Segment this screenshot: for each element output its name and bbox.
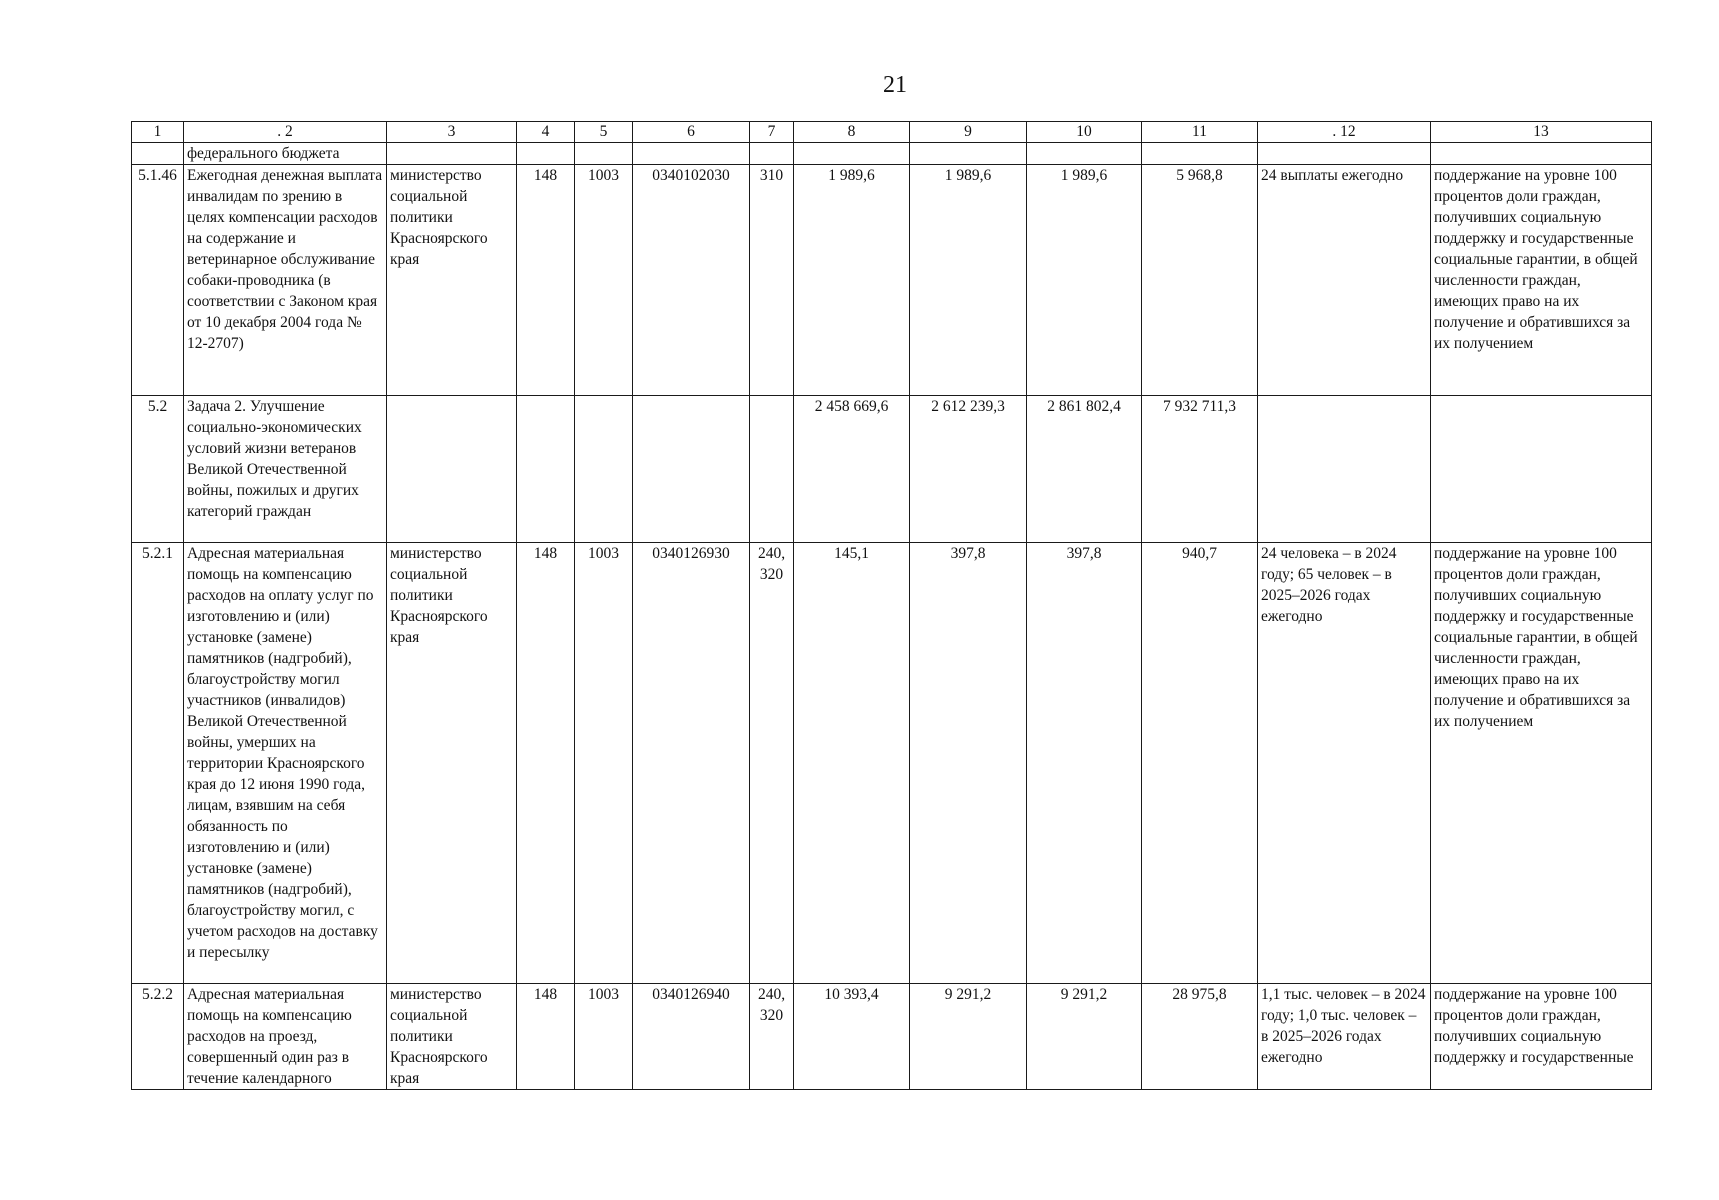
cell-c5: 1003	[575, 165, 633, 396]
cell-c13	[1431, 396, 1652, 543]
cell-c4	[517, 396, 575, 543]
cell-c6: 0340126940	[633, 984, 750, 1090]
cell-c6: 0340126930	[633, 543, 750, 984]
column-header-3: 3	[387, 122, 517, 143]
cell-c7	[750, 396, 794, 543]
cell-c10: 2 861 802,4	[1027, 396, 1142, 543]
cell-c4: 148	[517, 984, 575, 1090]
cell-c7: 310	[750, 165, 794, 396]
column-header-4: 4	[517, 122, 575, 143]
column-header-1: 1	[132, 122, 184, 143]
cell-c13: поддержание на уровне 100 процентов доли граждан, получивших социальную поддержку и государственные социальные гарантии, в общей численности граждан, имеющих право на их получение и обратившихся за их получением	[1431, 165, 1652, 396]
cell-c12: 24 человека – в 2024 году; 65 человек – в 2025–2026 годах ежегодно	[1258, 543, 1431, 984]
header-row	[132, 122, 1652, 143]
cell-name: Адресная материальная помощь на компенсацию расходов на оплату услуг по изготовлению и (или) установке (замене) памятников (надгробий), благоустройству могил участников (инвалидов) Великой Отечественной войны, умерших на территории Красноярского края до 12 июня 1990 года, лицам, взявшим на себя обязанность по изготовлению и (или) установке (замене) памятников (надгробий), благоустройству могил, с учетом расходов на доставку и пересылку	[184, 543, 387, 984]
cell-c13: поддержание на уровне 100 процентов доли граждан, получивших социальную поддержку и государственные	[1431, 984, 1652, 1090]
cell-executor	[387, 396, 517, 543]
cell-c9	[910, 143, 1027, 165]
cell-c8: 1 989,6	[794, 165, 910, 396]
cell-num	[132, 143, 184, 165]
column-header-7: 7	[750, 122, 794, 143]
cell-c11	[1142, 143, 1258, 165]
cell-c10: 397,8	[1027, 543, 1142, 984]
cell-c12: 1,1 тыс. человек – в 2024 году; 1,0 тыс. человек – в 2025–2026 годах ежегодно	[1258, 984, 1431, 1090]
cell-c8	[794, 143, 910, 165]
cell-c4: 148	[517, 543, 575, 984]
cell-c8: 145,1	[794, 543, 910, 984]
cell-executor: министерство социальной политики Красноярского края	[387, 543, 517, 984]
cell-c9: 1 989,6	[910, 165, 1027, 396]
column-header-5: 5	[575, 122, 633, 143]
program-activities-table	[131, 121, 1652, 1090]
cell-num: 5.2.2	[132, 984, 184, 1090]
cell-c11: 7 932 711,3	[1142, 396, 1258, 543]
cell-c12	[1258, 143, 1431, 165]
cell-c13: поддержание на уровне 100 процентов доли граждан, получивших социальную поддержку и государственные социальные гарантии, в общей численности граждан, имеющих право на их получение и обратившихся за их получением	[1431, 543, 1652, 984]
cell-c5	[575, 396, 633, 543]
table-row	[132, 165, 1652, 396]
cell-name: Ежегодная денежная выплата инвалидам по зрению в целях компенсации расходов на содержание и ветеринарное обслуживание собаки-проводника (в соответствии с Законом края от 10 декабря 2004 года № 12-2707)	[184, 165, 387, 396]
page-number: 21	[883, 72, 907, 98]
cell-name: федерального бюджета	[184, 143, 387, 165]
table-row	[132, 396, 1652, 543]
cell-c6	[633, 396, 750, 543]
cell-c4	[517, 143, 575, 165]
cell-c6: 0340102030	[633, 165, 750, 396]
cell-c7: 240, 320	[750, 543, 794, 984]
cell-c5	[575, 143, 633, 165]
cell-executor: министерство социальной политики Красноярского края	[387, 984, 517, 1090]
cell-c11: 940,7	[1142, 543, 1258, 984]
table-row-continuation	[132, 143, 1652, 165]
column-header-8: 8	[794, 122, 910, 143]
cell-c5: 1003	[575, 984, 633, 1090]
cell-c5: 1003	[575, 543, 633, 984]
cell-c12: 24 выплаты ежегодно	[1258, 165, 1431, 396]
cell-c9: 2 612 239,3	[910, 396, 1027, 543]
cell-executor	[387, 143, 517, 165]
cell-num: 5.2.1	[132, 543, 184, 984]
cell-c7	[750, 143, 794, 165]
cell-c10	[1027, 143, 1142, 165]
cell-c10: 1 989,6	[1027, 165, 1142, 396]
cell-c8: 10 393,4	[794, 984, 910, 1090]
column-header-2: . 2	[184, 122, 387, 143]
column-header-13: 13	[1431, 122, 1652, 143]
column-header-9: 9	[910, 122, 1027, 143]
cell-c6	[633, 143, 750, 165]
column-header-6: 6	[633, 122, 750, 143]
cell-c7: 240, 320	[750, 984, 794, 1090]
cell-num: 5.2	[132, 396, 184, 543]
cell-c11: 5 968,8	[1142, 165, 1258, 396]
cell-num: 5.1.46	[132, 165, 184, 396]
cell-c13	[1431, 143, 1652, 165]
cell-c10: 9 291,2	[1027, 984, 1142, 1090]
cell-c12	[1258, 396, 1431, 543]
cell-c8: 2 458 669,6	[794, 396, 910, 543]
cell-c11: 28 975,8	[1142, 984, 1258, 1090]
cell-name: Адресная материальная помощь на компенсацию расходов на проезд, совершенный один раз в течение календарного	[184, 984, 387, 1090]
cell-c9: 397,8	[910, 543, 1027, 984]
column-header-12: . 12	[1258, 122, 1431, 143]
cell-c9: 9 291,2	[910, 984, 1027, 1090]
cell-executor: министерство социальной политики Красноярского края	[387, 165, 517, 396]
table-row	[132, 543, 1652, 984]
cell-name: Задача 2. Улучшение социально-экономических условий жизни ветеранов Великой Отечественной войны, пожилых и других категорий граждан	[184, 396, 387, 543]
table-row	[132, 984, 1652, 1090]
cell-c4: 148	[517, 165, 575, 396]
column-header-11: 11	[1142, 122, 1258, 143]
column-header-10: 10	[1027, 122, 1142, 143]
